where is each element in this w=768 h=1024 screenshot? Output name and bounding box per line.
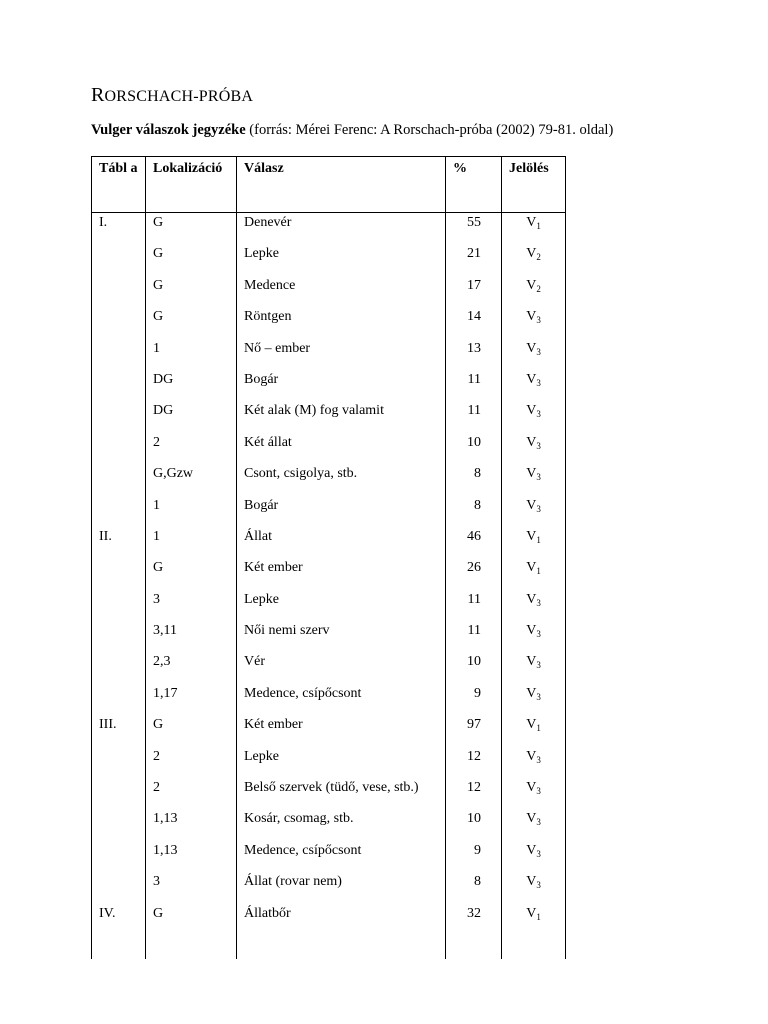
cell-percent: 11 (446, 403, 502, 434)
jeloles-base: V (526, 403, 537, 419)
jeloles-sub: 3 (536, 848, 541, 859)
jeloles-sub: 3 (536, 472, 541, 483)
table-header-row (92, 157, 566, 213)
cell-tabla (92, 309, 146, 340)
cell-valasz: Két alak (M) fog valamit (237, 403, 446, 434)
cell-jeloles (502, 654, 566, 685)
cell-lokalizacio: 1,13 (146, 811, 237, 842)
cell-tabla: I. (92, 213, 146, 247)
cell-lokalizacio: DG (146, 372, 237, 403)
cell-valasz: Állat (rovar nem) (237, 874, 446, 905)
cell-percent: 8 (446, 874, 502, 905)
cell-percent: 11 (446, 623, 502, 654)
cell-valasz: Medence, csípőcsont (237, 843, 446, 874)
cell-tabla (92, 341, 146, 372)
cell-lokalizacio: G (146, 246, 237, 277)
cell-percent: 97 (446, 717, 502, 748)
jeloles-base: V (526, 340, 537, 356)
cell-lokalizacio: G (146, 560, 237, 591)
jeloles-base: V (526, 215, 537, 230)
table-row (92, 278, 566, 309)
cell-valasz: Lepke (237, 749, 446, 780)
jeloles-sub: 1 (536, 221, 541, 231)
jeloles-base: V (526, 371, 537, 387)
cell-lokalizacio: 2 (146, 435, 237, 466)
cell-percent: 21 (446, 246, 502, 277)
cell-lokalizacio: 2 (146, 749, 237, 780)
cell-tabla (92, 623, 146, 654)
cell-jeloles (502, 592, 566, 623)
cell-percent: 9 (446, 843, 502, 874)
table-row (92, 874, 566, 905)
jeloles-sub: 3 (536, 409, 541, 420)
table-row (92, 246, 566, 277)
caption-source: (forrás: Mérei Ferenc: A Rorschach-próba (2002) 79-81. oldal) (245, 122, 614, 138)
page-title (91, 84, 253, 107)
table-row (92, 749, 566, 780)
cell-valasz: Két ember (237, 717, 446, 748)
cell-percent: 10 (446, 811, 502, 842)
cell-valasz: Lepke (237, 592, 446, 623)
jeloles-base: V (526, 528, 537, 544)
cell-jeloles (502, 372, 566, 403)
cell-lokalizacio: 2 (146, 780, 237, 811)
jeloles-sub: 2 (536, 283, 541, 294)
cell-percent: 55 (446, 213, 502, 247)
cell-jeloles (502, 686, 566, 717)
cell-percent: 13 (446, 341, 502, 372)
jeloles-base: V (526, 842, 537, 858)
table-row (92, 592, 566, 623)
cell-percent: 11 (446, 372, 502, 403)
cell-jeloles (502, 403, 566, 434)
jeloles-sub: 3 (536, 754, 541, 765)
jeloles-base: V (526, 434, 537, 450)
jeloles-sub: 3 (536, 315, 541, 326)
cell-tabla: II. (92, 529, 146, 560)
jeloles-sub: 1 (536, 723, 541, 734)
cell-lokalizacio: 1 (146, 498, 237, 529)
header-valasz: Válasz (237, 157, 446, 213)
jeloles-base: V (526, 748, 537, 764)
jeloles-sub: 1 (536, 534, 541, 545)
cell-tabla (92, 403, 146, 434)
jeloles-base: V (526, 560, 537, 576)
jeloles-sub: 3 (536, 346, 541, 357)
cell-lokalizacio: DG (146, 403, 237, 434)
cell-tabla (92, 560, 146, 591)
table-row (92, 717, 566, 748)
cell-valasz: Állatbőr (237, 906, 446, 937)
table-caption (91, 122, 613, 139)
cell-valasz: Kosár, csomag, stb. (237, 811, 446, 842)
jeloles-base: V (526, 685, 537, 701)
cell-lokalizacio: 1 (146, 341, 237, 372)
cell-jeloles (502, 780, 566, 811)
cell-tabla (92, 246, 146, 277)
cell-tabla (92, 278, 146, 309)
cell-lokalizacio: G (146, 278, 237, 309)
cell-tabla (92, 749, 146, 780)
cell-tabla (92, 811, 146, 842)
table-row (92, 213, 566, 247)
table-row (92, 623, 566, 654)
cell-tabla (92, 874, 146, 905)
jeloles-base: V (526, 874, 537, 890)
jeloles-sub: 3 (536, 786, 541, 797)
jeloles-base: V (526, 717, 537, 733)
table-row (92, 560, 566, 591)
cell-jeloles (502, 749, 566, 780)
cell-valasz: Medence, csípőcsont (237, 686, 446, 717)
jeloles-sub: 1 (536, 566, 541, 577)
cell-jeloles (502, 906, 566, 937)
jeloles-sub: 3 (536, 503, 541, 514)
cell-jeloles (502, 623, 566, 654)
cell-jeloles (502, 278, 566, 309)
jeloles-base: V (526, 654, 537, 670)
cell-jeloles (502, 560, 566, 591)
jeloles-sub: 3 (536, 597, 541, 608)
cell-valasz: Denevér (237, 213, 446, 247)
table-row (92, 843, 566, 874)
cell-tabla (92, 686, 146, 717)
cell-valasz: Állat (237, 529, 446, 560)
cell-jeloles (502, 717, 566, 748)
header-lokalizacio: Lokalizáció (146, 157, 237, 213)
cell-jeloles (502, 213, 566, 247)
cell-valasz: Lepke (237, 246, 446, 277)
cell-jeloles (502, 811, 566, 842)
cell-tabla (92, 654, 146, 685)
cell-valasz: Belső szervek (tüdő, vese, stb.) (237, 780, 446, 811)
caption-bold: Vulger válaszok jegyzéke (91, 122, 246, 138)
cell-percent: 11 (446, 592, 502, 623)
title-initial: R (91, 84, 105, 106)
table-row (92, 309, 566, 340)
jeloles-base: V (526, 246, 537, 262)
cell-lokalizacio: 3 (146, 874, 237, 905)
cell-valasz: Két ember (237, 560, 446, 591)
cell-tabla: IV. (92, 906, 146, 937)
jeloles-sub: 3 (536, 691, 541, 702)
cell-tabla (92, 498, 146, 529)
cell-lokalizacio: 3,11 (146, 623, 237, 654)
title-rest: ORSCHACH-PRÓBA (104, 88, 254, 105)
cell-jeloles (502, 498, 566, 529)
table-row (92, 435, 566, 466)
cell-lokalizacio: 1,13 (146, 843, 237, 874)
cell-percent: 26 (446, 560, 502, 591)
cell-lokalizacio: G (146, 717, 237, 748)
cell-percent: 17 (446, 278, 502, 309)
cell-tabla (92, 435, 146, 466)
jeloles-base: V (526, 277, 537, 293)
table-row-continuation (92, 937, 566, 959)
jeloles-base: V (526, 905, 537, 921)
cell-valasz: Csont, csigolya, stb. (237, 466, 446, 497)
cell-lokalizacio: 1 (146, 529, 237, 560)
cell-percent: 12 (446, 780, 502, 811)
cell-percent: 10 (446, 435, 502, 466)
header-percent: % (446, 157, 502, 213)
header-tabla: Tábl a (92, 157, 146, 213)
cell-valasz: Két állat (237, 435, 446, 466)
cell-jeloles (502, 466, 566, 497)
table-row (92, 341, 566, 372)
cell-percent: 12 (446, 749, 502, 780)
table-row (92, 372, 566, 403)
jeloles-sub: 1 (536, 911, 541, 922)
cell-lokalizacio: G,Gzw (146, 466, 237, 497)
cell-percent: 14 (446, 309, 502, 340)
cell-jeloles (502, 309, 566, 340)
cell-jeloles (502, 341, 566, 372)
cell-jeloles (502, 529, 566, 560)
table-row (92, 811, 566, 842)
jeloles-base: V (526, 780, 537, 796)
cell-valasz: Női nemi szerv (237, 623, 446, 654)
table-row (92, 529, 566, 560)
jeloles-sub: 3 (536, 377, 541, 388)
jeloles-base: V (526, 591, 537, 607)
cell-percent: 10 (446, 654, 502, 685)
cell-lokalizacio: 2,3 (146, 654, 237, 685)
jeloles-base: V (526, 309, 537, 325)
jeloles-sub: 2 (536, 252, 541, 263)
jeloles-base: V (526, 623, 537, 639)
cell-valasz: Bogár (237, 372, 446, 403)
cell-percent: 8 (446, 466, 502, 497)
vulgar-answers-table (91, 156, 566, 959)
cell-lokalizacio: G (146, 309, 237, 340)
cell-percent: 32 (446, 906, 502, 937)
jeloles-base: V (526, 466, 537, 482)
jeloles-sub: 3 (536, 817, 541, 828)
jeloles-base: V (526, 497, 537, 513)
cell-jeloles (502, 435, 566, 466)
cell-valasz: Medence (237, 278, 446, 309)
cell-jeloles (502, 874, 566, 905)
cell-valasz: Vér (237, 654, 446, 685)
cell-tabla (92, 592, 146, 623)
jeloles-sub: 3 (536, 440, 541, 451)
cell-tabla (92, 780, 146, 811)
cell-percent: 8 (446, 498, 502, 529)
cell-jeloles (502, 843, 566, 874)
cell-lokalizacio: G (146, 906, 237, 937)
jeloles-base: V (526, 811, 537, 827)
cell-lokalizacio: G (146, 213, 237, 247)
cell-percent: 46 (446, 529, 502, 560)
cell-lokalizacio: 1,17 (146, 686, 237, 717)
cell-tabla: III. (92, 717, 146, 748)
cell-tabla (92, 466, 146, 497)
jeloles-sub: 3 (536, 629, 541, 640)
table-row (92, 906, 566, 937)
cell-lokalizacio: 3 (146, 592, 237, 623)
table-row (92, 780, 566, 811)
cell-valasz: Bogár (237, 498, 446, 529)
jeloles-sub: 3 (536, 880, 541, 891)
table-row (92, 466, 566, 497)
cell-valasz: Röntgen (237, 309, 446, 340)
table-row (92, 498, 566, 529)
cell-valasz: Nő – ember (237, 341, 446, 372)
table-row (92, 654, 566, 685)
header-jeloles: Jelölés (502, 157, 566, 213)
cell-tabla (92, 843, 146, 874)
cell-jeloles (502, 246, 566, 277)
table-row (92, 403, 566, 434)
jeloles-sub: 3 (536, 660, 541, 671)
table-row (92, 686, 566, 717)
cell-percent: 9 (446, 686, 502, 717)
cell-tabla (92, 372, 146, 403)
